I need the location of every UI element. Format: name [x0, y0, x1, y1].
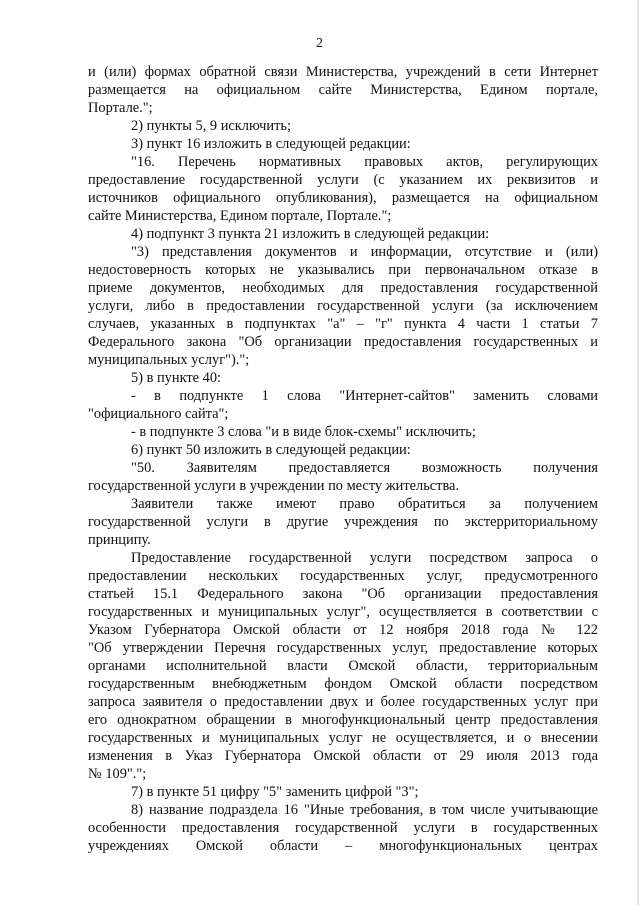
text-line: приеме документов, необходимых для предоставления государственной	[88, 280, 598, 296]
text-line: предоставление государственной услуги (с указанием их реквизитов и	[88, 172, 598, 188]
text-line: его однократном обращении в многофункциональный центр предоставления	[88, 712, 598, 728]
text-line: Заявители также имеют право обратиться за получением	[131, 496, 598, 512]
text-line: 5) в пункте 40:	[131, 370, 222, 386]
text-line: государственной услуги в другие учреждения по экстерриториальному	[88, 514, 598, 530]
text-line: сайте Министерства, Едином портале, Портале.";	[88, 208, 392, 224]
text-line: 2) пункты 5, 9 исключить;	[131, 118, 291, 134]
text-line: принципу.	[88, 532, 151, 548]
text-line: статьей 15.1 Федерального закона "Об организации предоставления	[88, 586, 598, 602]
text-line: 3) пункт 16 изложить в следующей редакции:	[131, 136, 411, 152]
text-line: Федерального закона "Об организации предоставления государственных и	[88, 334, 598, 350]
text-line: запроса заявителя о предоставлении двух и более государственных услуг при	[88, 694, 598, 710]
text-line: "50. Заявителям предоставляется возможность получения	[131, 460, 598, 476]
text-line: 6) пункт 50 изложить в следующей редакции:	[131, 442, 411, 458]
text-line: Указом Губернатора Омской области от 12 ноября 2018 года № 122	[88, 622, 598, 638]
text-line: Портале.";	[88, 100, 153, 116]
document-body	[88, 63, 598, 855]
text-line: недостоверность которых не указывались при первоначальном отказе в	[88, 262, 598, 278]
text-line: государственной услуги в учреждении по месту жительства.	[88, 478, 460, 494]
text-line: случаев, указанных в подпунктах "а" – "г" пункта 4 части 1 статьи 7	[88, 316, 598, 332]
text-line: государственных и муниципальных услуг", осуществляется в соответствии с	[88, 604, 598, 620]
text-line: 4) подпункт 3 пункта 21 изложить в следующей редакции:	[131, 226, 490, 242]
text-line: Предоставление государственной услуги посредством запроса о	[131, 550, 598, 566]
text-line: услуги, либо в предоставлении государственной услуги (за исключением	[88, 298, 598, 314]
text-line: "16. Перечень нормативных правовых актов, регулирующих	[131, 154, 598, 170]
text-line: "3) представления документов и информации, отсутствие и (или)	[131, 244, 598, 260]
text-line: размещается на официальном сайте Министерства, Едином портале,	[88, 82, 598, 98]
text-line: предоставлении нескольких государственных услуг, предусмотренного	[88, 568, 598, 584]
text-line: 7) в пункте 51 цифру "5" заменить цифрой "3";	[131, 784, 419, 800]
text-line: "Об утверждении Перечня государственных услуг, предоставление которых	[88, 640, 598, 656]
text-line: государственным внебюджетным фондом Омской области посредством	[88, 676, 598, 692]
text-line: государственных и муниципальных услуг не осуществляется, и о внесении	[88, 730, 598, 746]
text-line: - в подпункте 1 слова "Интернет-сайтов" заменить словами	[131, 388, 598, 404]
text-line: источников официального опубликования), размещается на официальном	[88, 190, 598, 206]
text-line: "официального сайта";	[88, 406, 229, 422]
text-line: и (или) формах обратной связи Министерства, учреждений в сети Интернет	[88, 64, 598, 80]
text-line: особенности предоставления государственной услуги в государственных	[88, 820, 598, 836]
text-line: 8) название подраздела 16 "Иные требования, в том числе учитывающие	[131, 802, 598, 818]
text-line: органами исполнительной власти Омской области, территориальным	[88, 658, 598, 674]
text-line: учреждениях Омской области – многофункциональных центрах	[88, 838, 598, 854]
text-line: № 109".";	[88, 766, 147, 782]
page-number: 2	[316, 36, 323, 51]
text-line: муниципальных услуг").";	[88, 352, 250, 368]
text-line: - в подпункте 3 слова "и в виде блок-схемы" исключить;	[131, 424, 476, 440]
text-line: изменения в Указ Губернатора Омской области от 29 июля 2013 года	[88, 748, 598, 764]
